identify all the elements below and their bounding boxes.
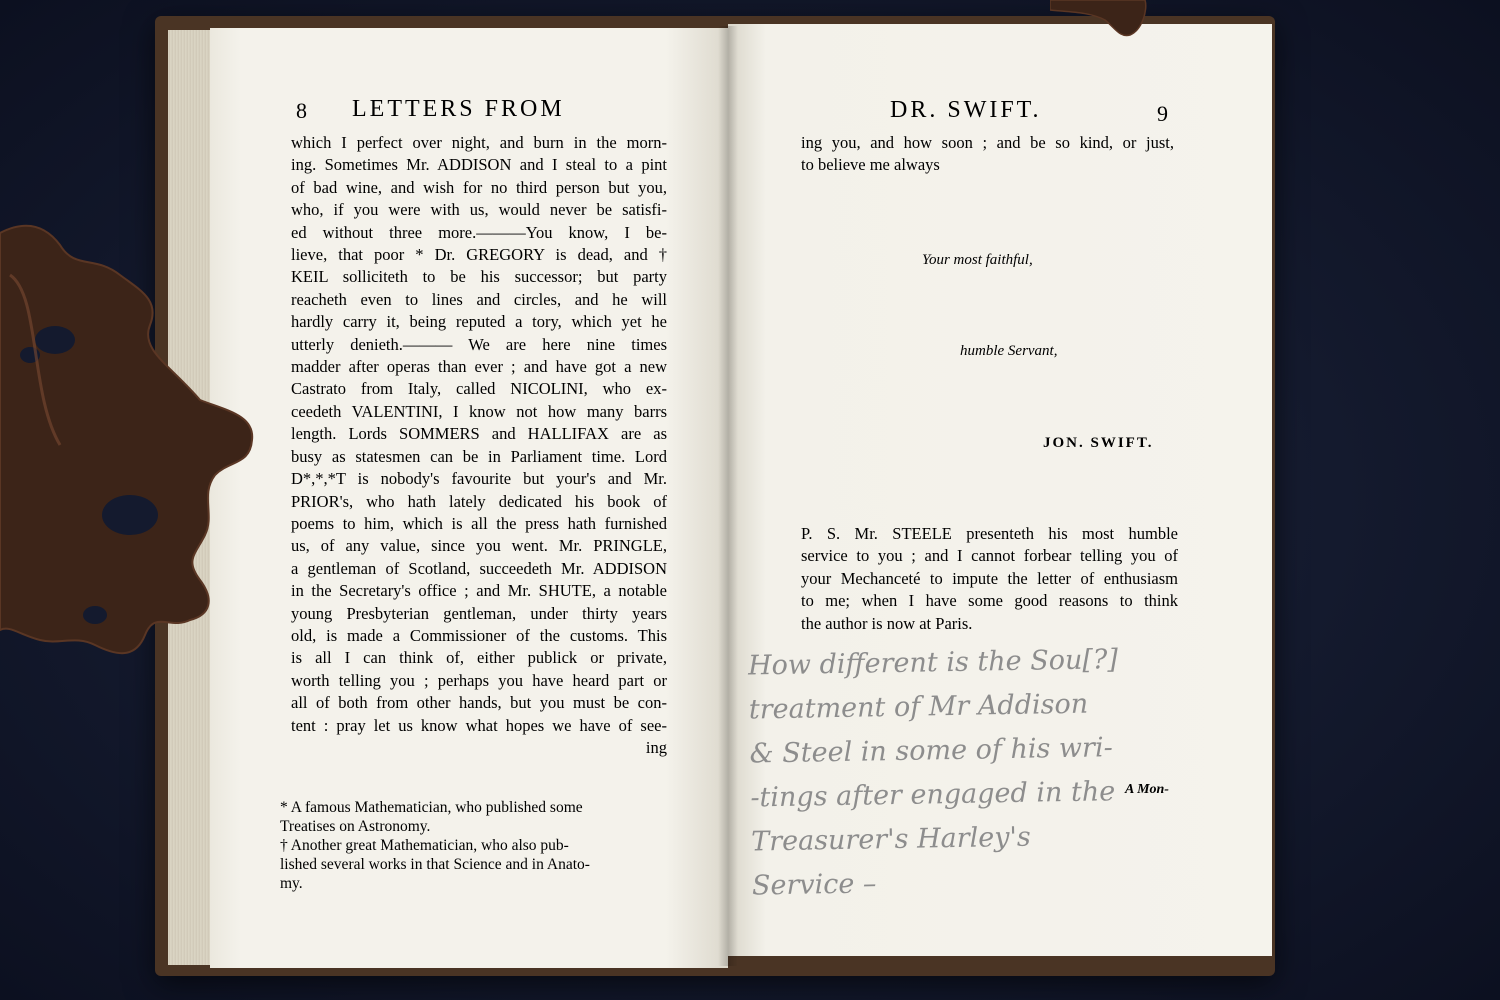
text-line: ing you, and how soon ; and be so kind, or just, xyxy=(801,133,1174,152)
text-line: tent : pray let us know what hopes we have of see- xyxy=(291,715,667,735)
left-page-footnotes xyxy=(280,798,660,893)
text-line: ing. Sometimes Mr. ADDISON and I steal to a pint xyxy=(291,155,667,175)
book-gutter xyxy=(718,26,738,966)
text-line: who, if you were with us, would never be satisfi- xyxy=(291,200,667,220)
copper-clasp-left xyxy=(0,215,260,665)
text-line: ing xyxy=(645,737,667,757)
closing-salutation: Your most faithful, xyxy=(922,252,1033,268)
closing-servant: humble Servant, xyxy=(960,343,1058,359)
postscript-line: service to you ; and I cannot forbear telling you of xyxy=(801,546,1178,566)
text-line: to believe me always xyxy=(801,155,940,175)
postscript-line: the author is now at Paris. xyxy=(801,613,973,633)
text-line: us, of any value, since you went. Mr. PRINGLE, xyxy=(291,536,667,556)
footnote-line: † Another great Mathematician, who also pub- xyxy=(280,837,569,854)
handwritten-line: -tings after engaged in the xyxy=(750,776,1116,814)
text-line: length. Lords SOMMERS and HALLIFAX are as xyxy=(291,424,667,444)
text-line: PRIOR's, who hath lately dedicated his book of xyxy=(291,491,667,511)
handwritten-pencil-note xyxy=(748,635,1273,908)
right-running-head: DR. SWIFT. xyxy=(890,97,1042,123)
handwritten-line: treatment of Mr Addison xyxy=(748,688,1089,726)
footnote-line: lished several works in that Science and in Anato- xyxy=(280,856,590,873)
text-line: KEIL solliciteth to be his successor; but party xyxy=(291,267,667,287)
text-line: D*,*,*T is nobody's favourite but your's and Mr. xyxy=(291,469,667,489)
handwritten-line: Service – xyxy=(751,868,877,902)
postscript xyxy=(801,523,1178,635)
text-line: madder after operas than ever ; and have got a new xyxy=(291,357,667,377)
footnote-line: * A famous Mathematician, who published some xyxy=(280,799,583,816)
postscript-line: your Mechanceté to impute the letter of enthusiasm xyxy=(801,568,1178,588)
signature: JON. SWIFT. xyxy=(1043,435,1154,451)
text-line: worth telling you ; perhaps you have heard part or xyxy=(291,670,667,690)
handwritten-line: How different is the Sou[?] xyxy=(747,644,1119,682)
postscript-line: to me; when I have some good reasons to think xyxy=(801,591,1178,611)
text-line: ceedeth VALENTINI, I know not how many barrs xyxy=(291,401,667,421)
text-line: a gentleman of Scotland, succeedeth Mr. ADDISON xyxy=(291,558,667,578)
text-line: utterly denieth.——— We are here nine times xyxy=(291,334,667,354)
left-page-number: 8 xyxy=(296,98,307,123)
text-line: ed without three more.———You know, I be- xyxy=(291,222,667,242)
text-line: poems to him, which is all the press hath furnished xyxy=(291,513,667,533)
text-line: old, is made a Commissioner of the customs. This xyxy=(291,625,667,645)
text-line: all of both from other hands, but you must be con- xyxy=(291,693,667,713)
handwritten-line: Treasurer's Harley's xyxy=(750,821,1032,858)
text-line: lieve, that poor * Dr. GREGORY is dead, and † xyxy=(291,245,667,265)
text-line: which I perfect over night, and burn in the morn- xyxy=(291,133,667,152)
left-running-head: LETTERS FROM xyxy=(352,96,565,122)
left-page-body xyxy=(291,132,667,759)
text-line: is all I can think of, either publick or private, xyxy=(291,648,667,668)
right-page-body xyxy=(801,132,1174,177)
copper-clasp-top xyxy=(1050,0,1150,40)
footnote-line: my. xyxy=(280,875,303,892)
text-line: Castrato from Italy, called NICOLINI, who ex- xyxy=(291,379,667,399)
footnote-line: Treatises on Astronomy. xyxy=(280,818,431,835)
text-line: busy as statesmen can be in Parliament time. Lord xyxy=(291,446,667,466)
text-line: reacheth even to lines and circles, and he will xyxy=(291,289,667,309)
postscript-line: P. S. Mr. STEELE presenteth his most humble xyxy=(801,524,1178,543)
text-line: young Presbyterian gentleman, under thirty years xyxy=(291,603,667,623)
text-line: in the Secretary's office ; and Mr. SHUTE, a notable xyxy=(291,581,667,601)
handwritten-line: & Steel in some of his wri- xyxy=(749,732,1113,770)
catchword: A Mon- xyxy=(1125,782,1169,797)
text-line: hardly carry it, being reputed a tory, which yet he xyxy=(291,312,667,332)
right-page-number: 9 xyxy=(1157,101,1168,126)
text-line: of bad wine, and wish for no third person but you, xyxy=(291,177,667,197)
